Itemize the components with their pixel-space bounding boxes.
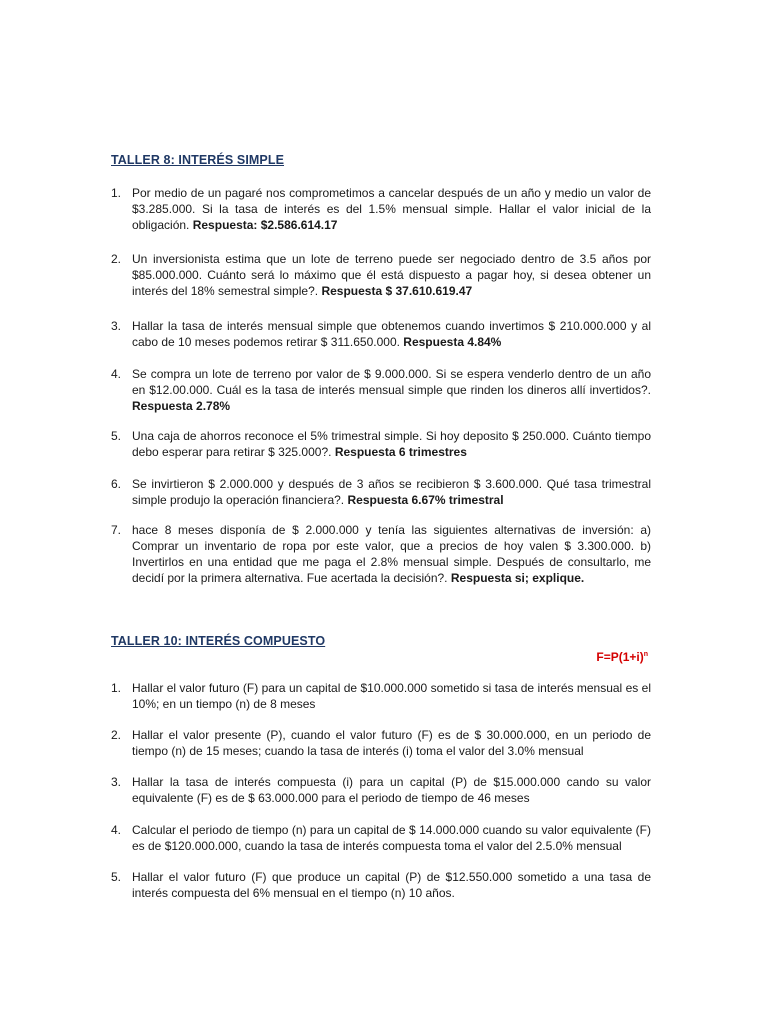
item-number: 7. (111, 523, 122, 537)
item-answer: Respuesta 2.78% (132, 399, 231, 413)
item-number: 4. (111, 367, 122, 381)
item-text: Se compra un lote de terreno por valor de $ 9.000.000. Si se espera venderlo dentro de un año en $12.00.000. Cuál es la tasa de interés mensual simple que rinden los dineros allí invertidos?. (132, 367, 651, 397)
item-answer: Respuesta $ 37.610.619.47 (321, 284, 473, 298)
item-text: Una caja de ahorros reconoce el 5% trimestral simple. Si hoy deposito $ 250.000. Cuánto tiempo debo esperar para retirar $ 325.000?. (132, 429, 651, 459)
item-text: Hallar el valor futuro (F) para un capital de $10.000.000 sometido si tasa de interés mensual es el 10%; en un tiempo (n) de 8 meses (132, 681, 651, 711)
item-number: 6. (111, 477, 122, 491)
item-text: hace 8 meses disponía de $ 2.000.000 y tenía las siguientes alternativas de inversión: a) Comprar un inventario de ropa por este valor, que a precios de hoy valen $ 3.300.000. b) Invertirlos en una entidad que me paga el 2.8% mensual simple. Después de consultarlo, me decidí por la primera alternativa. Fue acertada la decisión?. (132, 523, 651, 585)
item-answer: Respuesta 4.84% (403, 335, 502, 349)
taller8-item-2 (111, 251, 651, 299)
item-text: Hallar la tasa de interés compuesta (i) para un capital (P) de $15.000.000 cando su valor equivalente (F) es de $ 63.000.000 para el periodo de tiempo de 46 meses (132, 775, 651, 805)
taller10-title: TALLER 10: INTERÉS COMPUESTO (111, 634, 326, 648)
item-number: 1. (111, 681, 122, 695)
item-text: Se invirtieron $ 2.000.000 y después de 3 años se recibieron $ 3.600.000. Qué tasa trimestral simple produjo la operación financiera?. (132, 477, 651, 507)
item-number: 5. (111, 870, 122, 884)
taller10-item-2 (111, 727, 651, 759)
taller8-item-7 (111, 522, 651, 586)
taller10-item-3 (111, 774, 651, 806)
item-number: 2. (111, 252, 122, 266)
taller10-item-1 (111, 680, 651, 712)
item-number: 3. (111, 775, 122, 789)
taller8-item-5 (111, 428, 651, 460)
item-text: Calcular el periodo de tiempo (n) para un capital de $ 14.000.000 cuando su valor equivalente (F) es de $120.000.000, cuando la tasa de interés compuesta toma el valor del 2.5.0% mensual (132, 823, 651, 853)
item-answer: Respuesta si; explique. (450, 571, 585, 585)
taller8-item-4 (111, 366, 651, 414)
formula-exponent: n (643, 651, 648, 658)
item-answer: Respuesta 6 trimestres (334, 445, 467, 459)
taller8-title: TALLER 8: INTERÉS SIMPLE (111, 153, 285, 167)
taller10-item-5 (111, 869, 651, 901)
item-number: 5. (111, 429, 122, 443)
item-answer: Respuesta 6.67% trimestral (347, 493, 504, 507)
item-text: Un inversionista estima que un lote de terreno puede ser negociado dentro de 3.5 años por $85.000.000. Cuánto será lo máximo que él está dispuesto a pagar hoy, si desea obtener un interés del 18% semestral simple?. (132, 252, 651, 298)
item-number: 4. (111, 823, 122, 837)
taller8-item-6 (111, 476, 651, 508)
item-text: Hallar el valor futuro (F) que produce un capital (P) de $12.550.000 sometido a una tasa de interés compuesta del 6% mensual en el tiempo (n) 10 años. (132, 870, 651, 900)
item-answer: Respuesta: $2.586.614.17 (192, 218, 338, 232)
taller8-item-1 (111, 185, 651, 233)
item-number: 2. (111, 728, 122, 742)
compound-interest-formula (596, 650, 648, 664)
item-number: 1. (111, 186, 122, 200)
taller10-item-4 (111, 822, 651, 854)
taller8-item-3 (111, 318, 651, 350)
item-text: Por medio de un pagaré nos comprometimos a cancelar después de un año y medio un valor de $3.285.000. Si la tasa de interés es del 1.5% mensual simple. Hallar el valor inicial de la obligación. (132, 186, 651, 232)
item-text: Hallar la tasa de interés mensual simple que obtenemos cuando invertimos $ 210.000.000 y al cabo de 10 meses podemos retirar $ 311.650.000. (132, 319, 651, 349)
formula-text: F=P(1+i) (596, 650, 644, 664)
item-number: 3. (111, 319, 122, 333)
item-text: Hallar el valor presente (P), cuando el valor futuro (F) es de $ 30.000.000, en un periodo de tiempo (n) de 15 meses; cuando la tasa de interés (i) toma el valor del 3.0% mensual (132, 728, 651, 758)
